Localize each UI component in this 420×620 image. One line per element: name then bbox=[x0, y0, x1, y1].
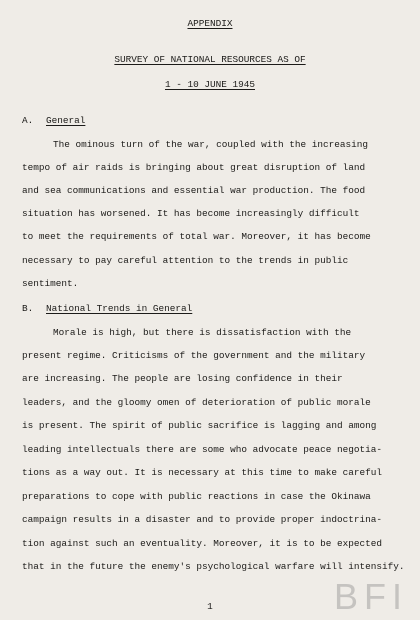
appendix-heading: APPENDIX bbox=[187, 18, 233, 29]
section-b-line-7: tions as a way out. It is necessary at this time to make careful bbox=[22, 467, 383, 478]
section-a-line-4: situation has worsened. It has become increasingly difficult bbox=[22, 208, 360, 219]
section-b-line-11: that in the future the enemy's psychological warfare will intensify. bbox=[22, 561, 405, 572]
section-a-line-5: to meet the requirements of total war. Moreover, it has become bbox=[22, 231, 371, 242]
section-b-line-9: campaign results in a disaster and to provide proper indoctrina- bbox=[22, 514, 383, 525]
document-title: SURVEY OF NATIONAL RESOURCES AS OF bbox=[114, 54, 306, 65]
section-b-line-6: leading intellectuals there are some who advocate peace negotia- bbox=[22, 444, 383, 455]
section-b-line-10: tion against such an eventuality. Moreover, it is to be expected bbox=[22, 538, 383, 549]
section-b-line-3: are increasing. The people are losing confidence in their bbox=[22, 373, 343, 384]
section-b-line-2: present regime. Criticisms of the government and the military bbox=[22, 350, 366, 361]
section-b-line-8: preparations to cope with public reactions in case the Okinawa bbox=[22, 491, 371, 502]
section-a-letter: A. bbox=[22, 115, 34, 126]
archive-stamp bbox=[334, 576, 420, 620]
section-b-letter: B. bbox=[22, 303, 34, 314]
section-b-line-5: is present. The spirit of public sacrifice is lagging and among bbox=[22, 420, 377, 431]
archive-stamp-text: BFI bbox=[334, 576, 409, 617]
section-a-line-3: and sea communications and essential war production. The food bbox=[22, 185, 366, 196]
section-b-line-4: leaders, and the gloomy omen of deterioration of public morale bbox=[22, 397, 371, 408]
section-a-line-7: sentiment. bbox=[22, 278, 79, 289]
section-a-line-6: necessary to pay careful attention to the trends in public bbox=[22, 255, 349, 266]
section-a-line-1: The ominous turn of the war, coupled with the increasing bbox=[53, 139, 369, 150]
section-a-heading: General bbox=[46, 115, 86, 126]
document-date: 1 - 10 JUNE 1945 bbox=[164, 79, 255, 90]
page-number: 1 bbox=[207, 601, 213, 612]
section-a-line-2: tempo of air raids is bringing about great disruption of land bbox=[22, 162, 366, 173]
section-b-heading: National Trends in General bbox=[46, 303, 193, 314]
section-b-line-1: Morale is high, but there is dissatisfaction with the bbox=[53, 327, 352, 338]
